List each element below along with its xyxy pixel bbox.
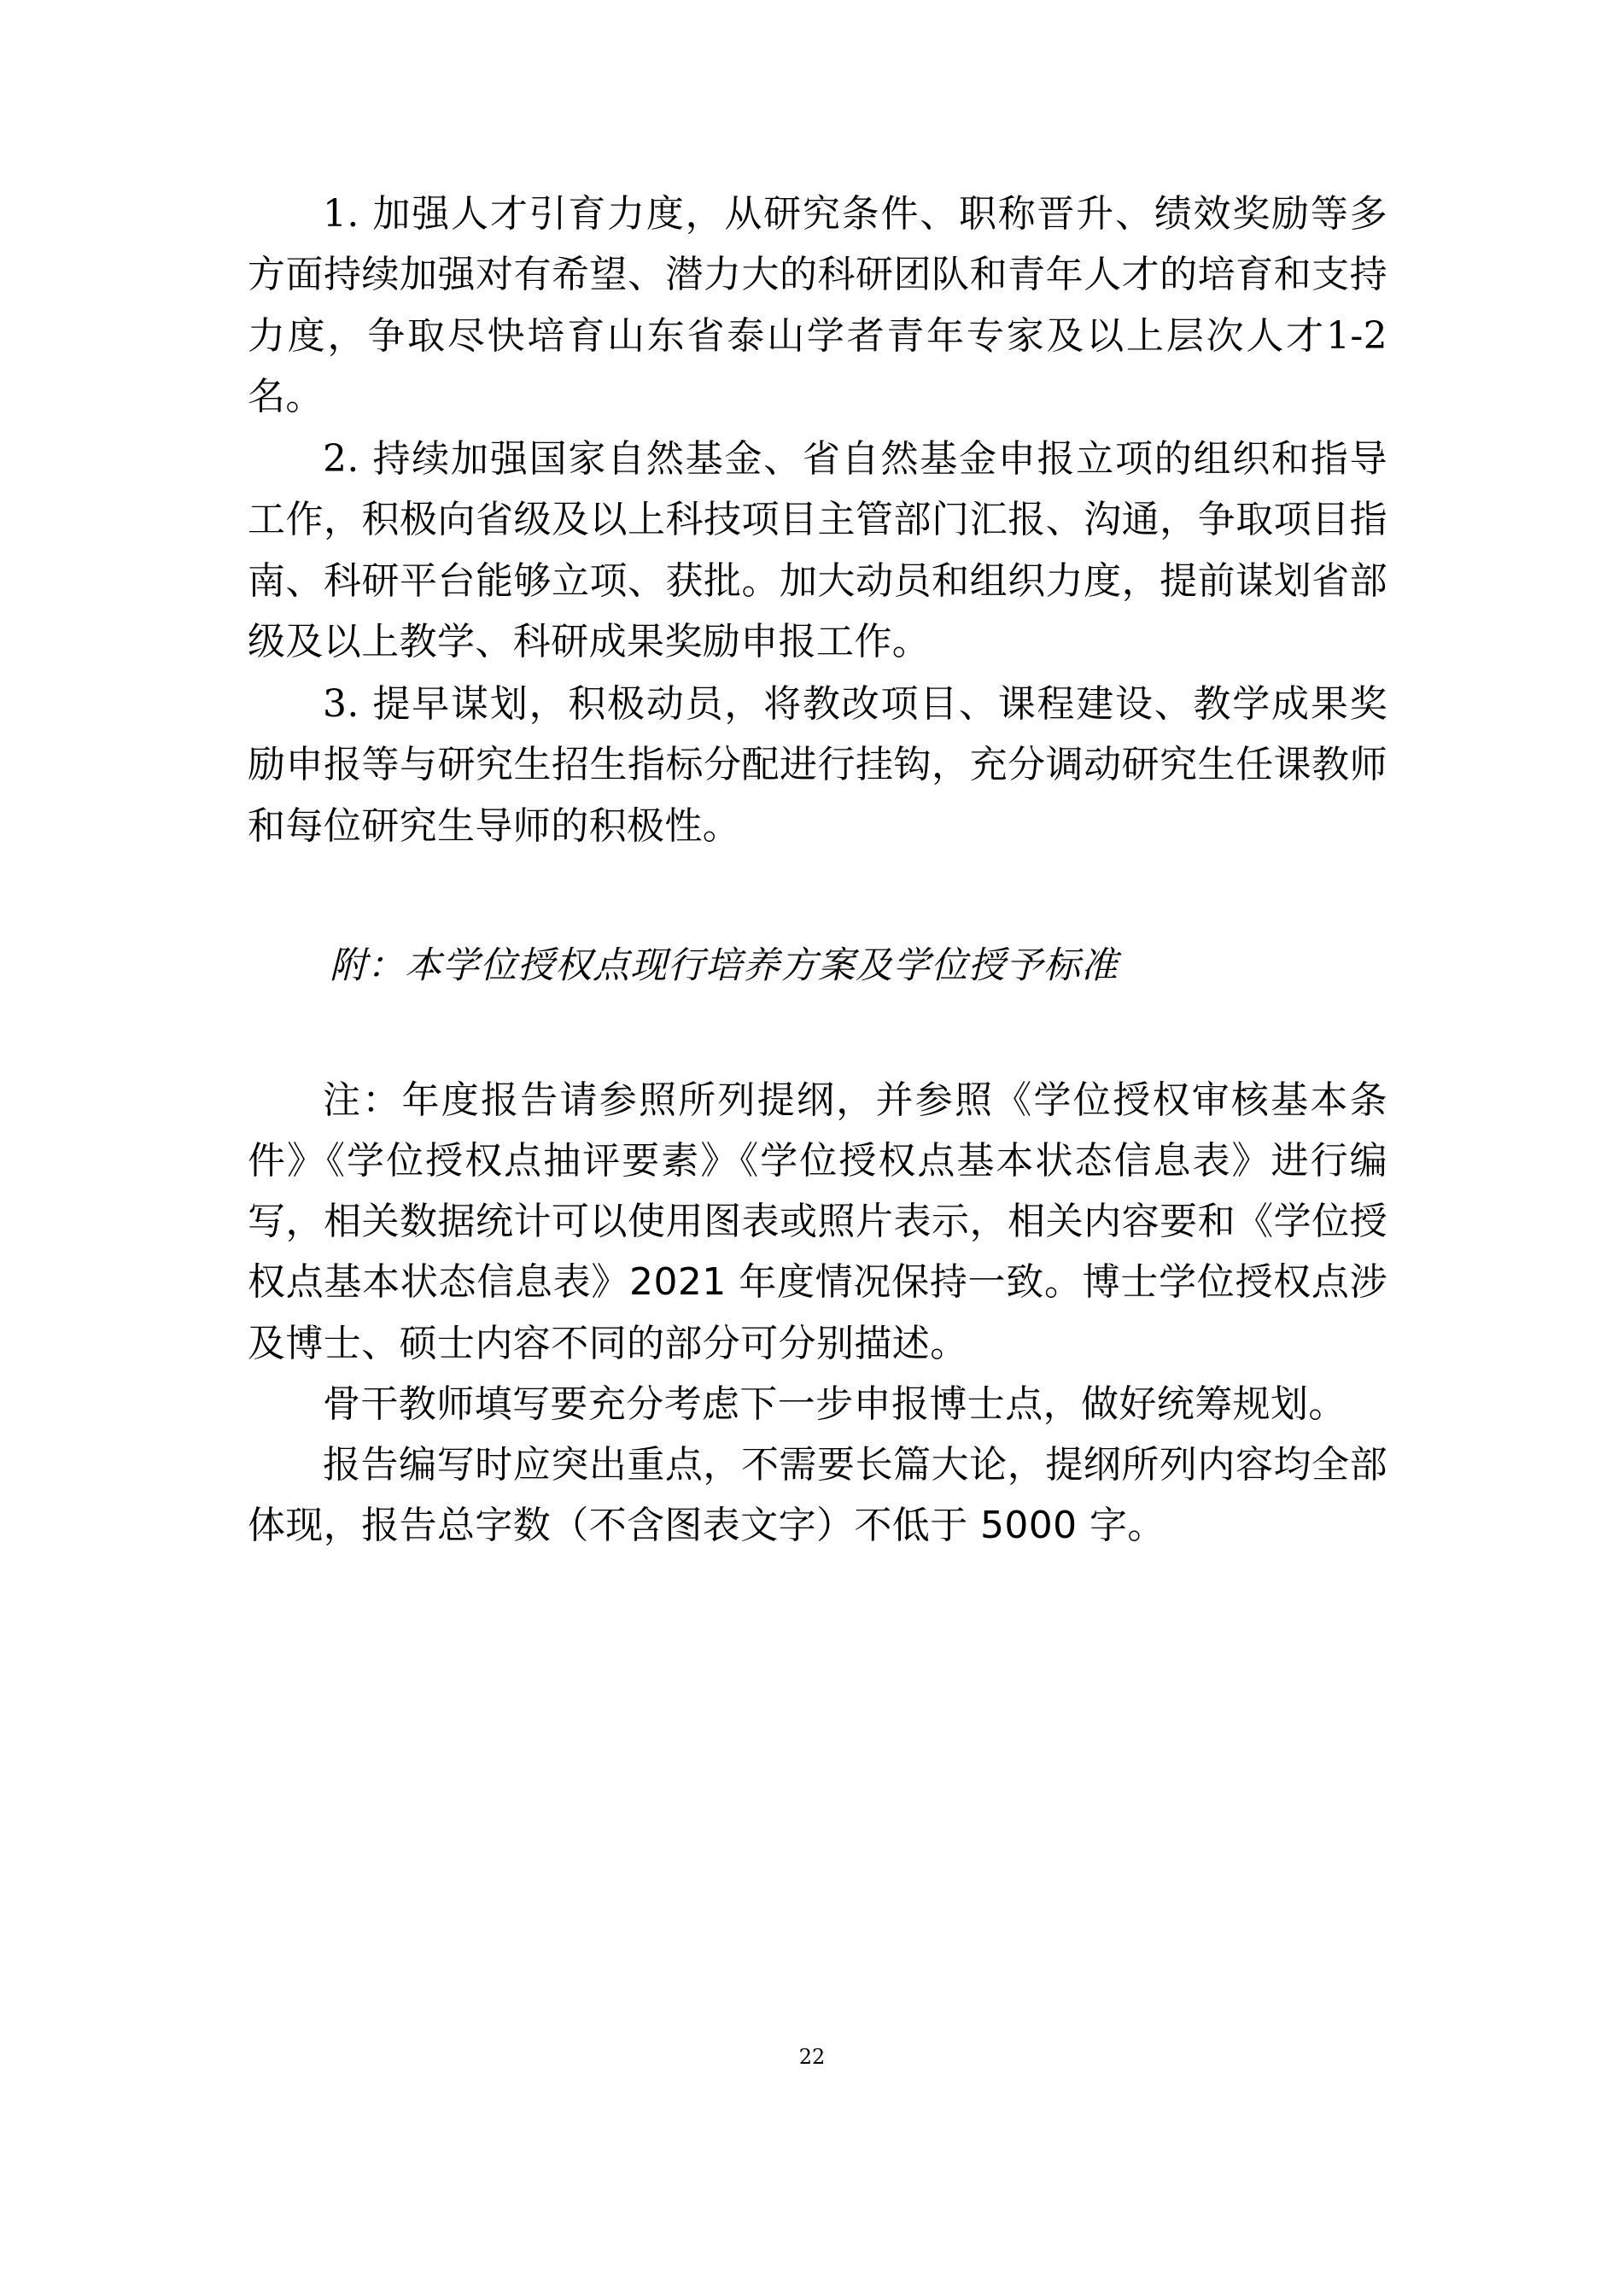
attachment-line: 附：本学位授权点现行培养方案及学位授予标准 [330, 944, 1119, 987]
note-paragraph-2: 骨干教师填写要充分考虑下一步申报博士点，做好统筹规划。 [323, 1382, 1347, 1426]
page-content [248, 184, 1387, 1557]
spacer-before-attachment [248, 858, 1387, 937]
note-paragraph-1: 注：年度报告请参照所列提纲，并参照《学位授权审核基本条件》《学位授权点抽评要素》《学位授权点基本状态信息表》进行编写，相关数据统计可以使用图表或照片表示，相关内容要和《学位授权点基本状态信息表》2021 年度情况保持一致。博士学位授权点涉及博士、硕士内容不同的部分可分别描述。 [248, 1078, 1387, 1365]
spacer-before-notes [248, 996, 1387, 1070]
numbered-paragraph-1: 1. 加强人才引育力度，从研究条件、职称晋升、绩效奖励等多方面持续加强对有希望、潜力大的科研团队和青年人才的培育和支持力度，争取尽快培育山东省泰山学者青年专家及以上层次人才1-2 名。 [248, 192, 1387, 418]
numbered-paragraph-2: 2. 持续加强国家自然基金、省自然基金申报立项的组织和指导工作，积极向省级及以上科技项目主管部门汇报、沟通，争取项目指南、科研平台能够立项、获批。加大动员和组织力度，提前谋划省部级及以上教学、科研成果奖励申报工作。 [248, 437, 1387, 663]
page-number: 22 [798, 2045, 826, 2069]
note-paragraph-3: 报告编写时应突出重点，不需要长篇大论，提纲所列内容均全部体现，报告总字数（不含图表文字）不低于 5000 字。 [248, 1443, 1387, 1548]
numbered-paragraph-3: 3. 提早谋划，积极动员，将教改项目、课程建设、教学成果奖励申报等与研究生招生指标分配进行挂钩，充分调动研究生任课教师和每位研究生导师的积极性。 [248, 682, 1387, 848]
